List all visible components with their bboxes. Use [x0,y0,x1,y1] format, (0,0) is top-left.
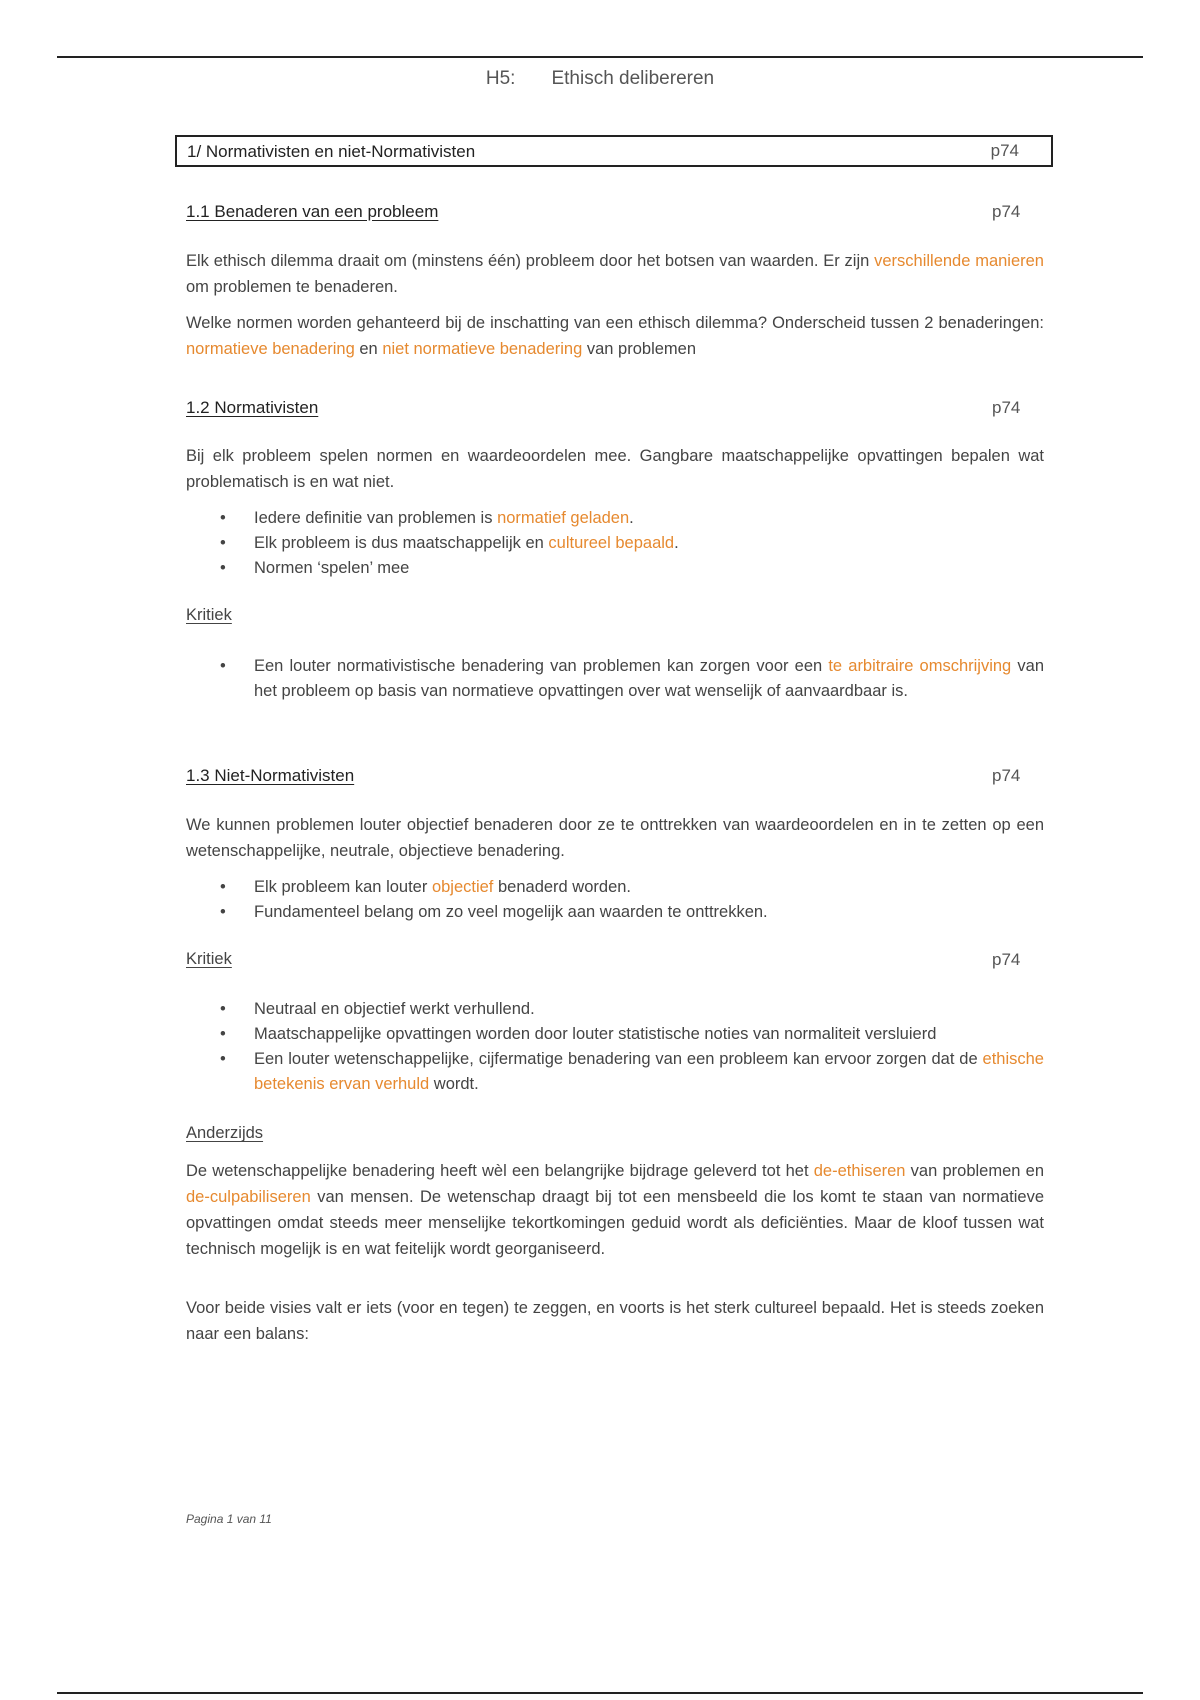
list-item: • Elk probleem is dus maatschappelijk en cultureel bepaald. [220,534,679,552]
kritiek-list-1-3 [186,997,1044,1097]
kritiek-list-1-2 [186,654,1044,704]
chapter-number: H5: [485,68,516,89]
list-item: • Een louter normativistische benadering van problemen kan zorgen voor een te arbitraire omschrijving van het probleem op basis van normatieve opvattingen over wat wenselijk of aanvaardbaar is. [220,657,1044,700]
bullet-list-1-3 [186,875,1044,925]
section-title: 1/ Normativisten en niet-Normativisten [187,142,476,161]
list-item: • Neutraal en objectief werkt verhullend. [220,1000,535,1018]
highlight-text: niet normatieve benadering [382,340,583,358]
kritiek-label-1-2: Kritiek [186,606,232,624]
highlight-text: normatieve benadering [186,340,355,358]
section-heading-box [175,135,1053,167]
page-ref-1-2: p74 [992,398,1021,417]
paragraph-1-3: We kunnen problemen louter objectief benaderen door ze te onttrekken van waardeoordelen en in te zetten op een wetenschappelijke, neutrale, objectieve benadering. [186,816,1044,860]
top-rule [57,56,1143,58]
list-item: • Iedere definitie van problemen is normatief geladen. [220,509,634,527]
list-item: • Fundamenteel belang om zo veel mogelijk aan waarden te onttrekken. [220,903,768,921]
subsection-title-1-3: 1.3 Niet-Normativisten [186,766,355,785]
paragraph-1-1-a: Elk ethisch dilemma draait om (minstens één) probleem door het botsen van waarden. Er zijn verschillende manieren om problemen te benaderen. [186,252,1044,296]
paragraph-1-2: Bij elk probleem spelen normen en waardeoordelen mee. Gangbare maatschappelijke opvattingen bepalen wat problematisch is en wat niet. [186,447,1044,491]
subsection-title-1-1: 1.1 Benaderen van een probleem [186,202,439,221]
highlight-text: de-ethiseren [813,1162,906,1180]
list-item: • Normen ‘spelen’ mee [220,559,410,577]
highlight-text: de-culpabiliseren [186,1188,311,1206]
bottom-rule [57,1692,1143,1694]
subsection-title-1-2: 1.2 Normativisten [186,398,319,417]
kritiek-label-1-3: Kritiek [186,950,232,968]
list-item: • Maatschappelijke opvattingen worden door louter statistische noties van normaliteit versluierd [220,1025,937,1043]
page-ref-kritiek-1-3: p74 [992,950,1021,969]
section-page-ref: p74 [990,141,1019,160]
chapter-title: Ethisch delibereren [551,68,715,89]
list-item: • Een louter wetenschappelijke, cijfermatige benadering van een probleem kan ervoor zorgen dat de ethische betekenis ervan verhuld wordt. [220,1050,1044,1093]
page-ref-1-3: p74 [992,766,1021,785]
page-ref-1-1: p74 [992,202,1021,221]
paragraph-anderzijds: De wetenschappelijke benadering heeft wèl een belangrijke bijdrage geleverd tot het de-ethiseren van problemen en de-culpabiliseren van mensen. De wetenschap draagt bij tot een mensbeeld die los komt te staan van normatieve opvattingen omdat steeds meer menselijke tekortkomingen geduid wordt als deficiënties. Maar de kloof tussen wat technisch mogelijk is en wat feitelijk wordt georganiseerd. [186,1162,1044,1258]
highlight-text: verschillende manieren [874,252,1044,270]
page-header [0,68,1200,90]
page-number: Pagina 1 van 11 [186,1512,272,1526]
paragraph-1-1-b: Welke normen worden gehanteerd bij de inschatting van een ethisch dilemma? Onderscheid tussen 2 benaderingen: normatieve benadering en niet normatieve benadering van problemen [186,314,1044,358]
anderzijds-label: Anderzijds [186,1124,264,1142]
paragraph-closing: Voor beide visies valt er iets (voor en tegen) te zeggen, en voorts is het sterk cultureel bepaald. Het is steeds zoeken naar een balans: [186,1299,1044,1343]
list-item: • Elk probleem kan louter objectief benaderd worden. [220,878,632,896]
bullet-list-1-2 [186,506,1044,581]
